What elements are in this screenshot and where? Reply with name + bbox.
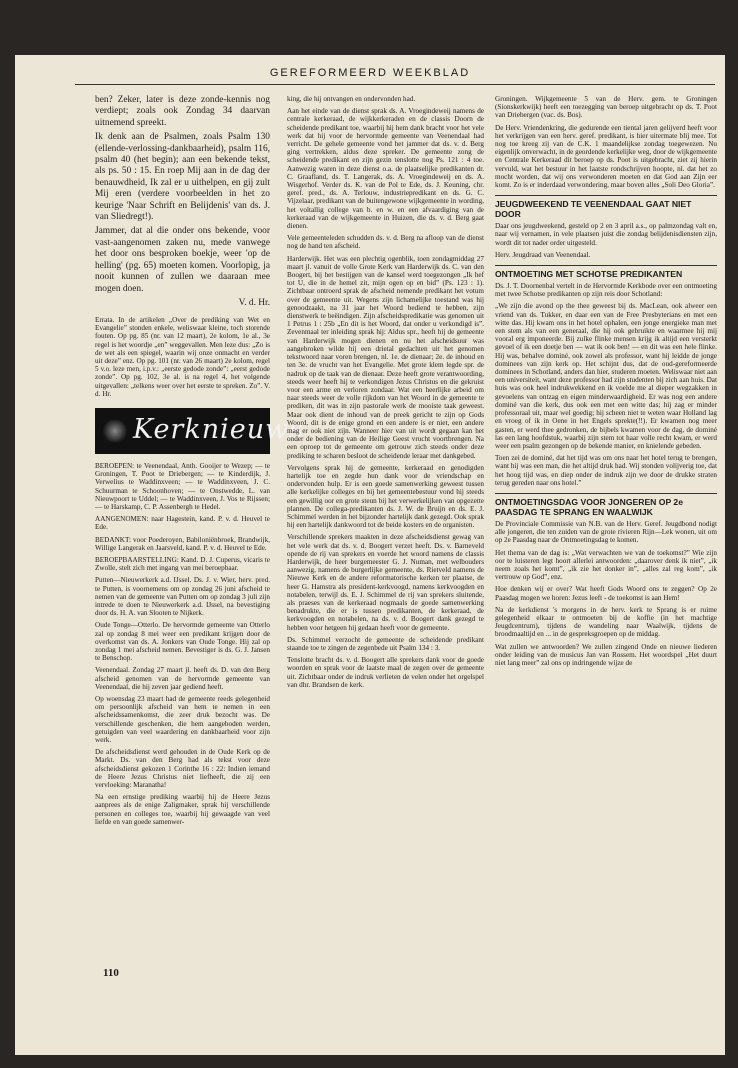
- column-2: [287, 95, 484, 693]
- section-heading: JEUGDWEEKEND TE VEENENDAAL GAAT NIET DOOR: [495, 195, 717, 219]
- news-item: BEROEPBAARSTELLING: Kand. D. J. Cuperus, vicaris te Zwolle, stelt zich met ingang van mei beroepbaar.: [95, 555, 270, 573]
- newspaper-page: [15, 55, 725, 1055]
- article-text: king, die hij ontvangen en ondervonden had.: [287, 95, 416, 103]
- news-item: Veenendaal. Zondag 27 maart jl. heeft ds. D. van den Berg afscheid genomen van de hervormde gemeente van Veenendaal, die hij zeven jaar gediend heeft.: [95, 666, 270, 691]
- signature: V. d. Hr.: [238, 297, 270, 308]
- column-1: [95, 95, 305, 830]
- article-text: Ds. J. T. Doornenbal vertelt in de Hervormde Kerkbode over een ontmoeting met twee Schotse predikanten op zijn reis door Schotland:: [495, 282, 717, 299]
- article-text: De Herv. Vriendenkring, die gedurende een tiental jaren gelijverd heeft voor het verkrijgen van een herv. geref. predikant, is hier uitermate blij mee. Tot nog toe kreeg zij van de C.K. 1 maandelijkse zondag toegewezen. Nu eigenlijk onverwacht, in de geordende kerkelijke weg, door de wijkgemeente en Centrale Kerkeraad dit beroep op ds. Poot is uitgebracht, ziet zij hierin vervuld, wat het bestuur in het laatste rondschrijven hoopte, nl. dat het zo mocht worden, dat wij ons verwonderen moeten en dat God aan Zijn eer komt. Zo is er inderdaad verwondering, maar boven alles „Soli Deo Gloria”.: [495, 123, 717, 190]
- news-item: Na een ernstige prediking waarbij hij de Heere Jezus aanprees als de enige Zaligmaker, sprak hij verschillende personen en colleges toe, waarbij hij gewaagde van veel liefde en van goede samenwer-: [95, 793, 270, 826]
- news-item: BEDANKT: voor Poederoyen, Babiloniënbroek, Brandwijk, Willige Langerak en Jaarsveld, kand. P. v. d. Heuvel te Ede.: [95, 535, 270, 552]
- article-text: Daar ons jeugdweekend, gesteld op 2 en 3 april a.s., op palmzondag valt en, naar wij vernamen, in vele plaatsen juist die zondag belijdenisdiensten zijn, wordt dit tot nader order uitgesteld.: [495, 222, 717, 247]
- news-item: AANGENOMEN: naar Hagestein, kand. P. v. d. Heuvel te Ede.: [95, 515, 270, 532]
- page-header: GEREFORMEERD WEEKBLAD: [269, 67, 471, 79]
- signature: Herv. Jeugdraad van Veenendaal.: [495, 250, 591, 259]
- candle-image: [101, 420, 129, 442]
- news-item: De afscheidsdienst werd gehouden in de Oude Kerk op de Markt. Ds. van den Berg had als tekst voor deze afscheidsdienst gekozen 1 Corinthe 16 : 22: Indien iemand de Heere Jezus Christus niet liefheeft, die zij een vervloeking: Maranatha!: [95, 748, 270, 790]
- news-item: Op woensdag 23 maart had de gemeente reeds gelegenheid om persoonlijk afscheid van hem te nemen in een afscheidssamenkomst, die zeer druk bezocht was. De verschillende geschenken, die hem aangeboden werden, getuigden van veel waardering en dankbaarheid voor zijn werk.: [95, 695, 270, 745]
- news-item: Oude Tonge—Otterlo. De hervormde gemeente van Otterlo zal op zondag 8 mei weer een predikant krijgen door de overkomst van ds. A. Jonkers van Oude Tonge. Hij zal op zondag 1 mei afscheid nemen. Bevestiger is ds. G. J. Jansen te Benschop.: [95, 621, 270, 663]
- article-text: Toen zei de dominé, dat het tijd was om ons naar het hotel terug te brengen, want hij was een man, die het altijd druk had. Wij stonden volijverig toe, dat het hoog tijd was, en diep onder de indruk zijn we door de drukke straten terug gereden naar ons hotel.”: [495, 454, 717, 487]
- article-text: De Provinciale Commissie van N.B. van de Herv. Geref. Jeugdbond nodigt alle jongeren, die ten zuiden van de grote rivieren Rijn—Lek wonen, uit om op 2e Paasdag naar de Ontmoetingsdag te komen.: [495, 519, 717, 545]
- article-text: Na de kerkdienst 's morgens in de herv. kerk te Sprang is er ruime gelegenheid elkaar te ontmoeten bij de koffie (in het machtige Jeugdcentrum), tijdens de wandeling naar Waalwijk, tijdens de broodmaaltijd en ... in de gespreksgroepen op de middag.: [495, 605, 717, 639]
- article-text: Aan het einde van de dienst sprak ds. A. Vroegindeweij namens de centrale kerkeraad, de wijkkerkeraden en de classis Doorn de scheidende predikant toe, waarbij hij hem dank bracht voor het vele werk dat hij voor de hervormde gemeente van Veenendaal had verricht. De gehele gemeente vond het jammer dat ds. v. d. Berg ging vertrekken, aldus deze spreker. De gemeente zong de scheidende predikant en zijn gezin tenslotte nog Ps. 121 : 4 toe. Aanwezig waren in deze dienst o.a. de plaatselijke predikanten dr. C. Graafland, ds. T. Langerak, ds. A. Vroegindeweij en ds. A. Wisgerhof. Verder ds. K. van de Pol te Ede, ds. J. Keuning, chr. geref. pred., ds. A. Terlouw, industriepredikant en ds. G. C. Vijzelaar, predikant van de buitengewone wijkgemeente in wording, het voltallig college van b. en w. en een afvaardiging van de kerkeraad van de wijkgemeente in Huizen, die ds. v. d. Berg gaat dienen.: [287, 107, 484, 231]
- kerknieuws-banner: [95, 408, 305, 454]
- column-3: [495, 95, 717, 671]
- article-text: Groningen. Wijkgemeente 5 van de Herv. gem. te Groningen (Sionskerkwijk) heeft een toezegging van beroep uitgebracht op ds. T. Poot van Driebergen (vac. ds. Bos).: [495, 95, 717, 120]
- errata-text: Errata. In de artikelen „Over de prediking van Wet en Evangelie” stonden enkele, weliswaar kleine, toch storende fouten. Op pg. 85 (nr. van 12 maart), 2e kolom, 1e al., 3e regel is het woordje „en” weggevallen. Men leze dus: „Zo is de wet als een spiegel, waarin wij onze onmacht en verder uit deze” enz. Op pg. 101 (nr. van 26 maart) 2e kolom, regel 5 v.o. leze men, i.p.v.: „eerste gedode zonde”: „eerst gedode zonde”. Op pg. 102, 3e al. is na regel 4, het volgende uitgevallen: „telkens weer over het eerste te spreken. Zo”. V. d. Hr.: [95, 315, 270, 398]
- section-heading: ONTMOETINGSDAG VOOR JONGEREN OP 2e PAASDAG TE SPRANG EN WAALWIJK: [495, 493, 717, 517]
- page-number: 110: [103, 967, 119, 979]
- article-text: Vele gemeenteleden schudden ds. v. d. Berg na afloop van de dienst nog de hand ten afscheid.: [287, 234, 484, 251]
- article-text: Wat zullen we antwoorden? We zullen zingend Onde en nieuwe liederen onder leiding van de musicus Jan van Rossem. Het woordspel „Het duurt niet lang meer” zal ons op indringende wijze de: [495, 642, 717, 667]
- header-rule: [75, 84, 715, 85]
- news-item: Putten—Nieuwerkerk a.d. IJssel. Ds. J. v. Wier, herv. pred. te Putten, is voornemens om op zondag 26 juni afscheid te nemen van de gemeente van Putten om op zondag 3 juli zijn intrede te doen te Nieuwerkerk a.d. IJssel, na bevestiging door ds. H. A. van Slooten te Nijkerk.: [95, 576, 270, 618]
- article-text: Tenslotte bracht ds. v. d. Boogert alle sprekers dank voor de goede woorden en sprak voor de laatste maal de zegen over de gemeente uit. Zichtbaar onder de indruk verlieten de velen onder het orgelspel van dhr. Brandsen de kerk.: [287, 656, 484, 689]
- article-text: ben? Zeker, later is deze zonde-kennis nog verdiept; zoals ook Zondag 34 daarvan uitnemend spreekt.: [95, 95, 270, 128]
- article-text: Hoe denken wij er over? Wat heeft Gods Woord ons te zeggen? Op 2e Paasdag mogen we horen: Jezus leeft - de toekomst is aan Hem!: [495, 585, 717, 602]
- article-text: Vervolgens sprak hij de gemeente, kerkeraad en genodigden hartelijk toe en zegde hun dank voor de vriendschap en ondervonden hulp. Er is een goede samenwerking geweest tussen alle kerkelijke colleges en bij het gemeentebestuur vond hij steeds een gewillig oor en grote steun bij het verwerkelijken van opgezette plannen. De collega-predikanten ds. J. W. de Bruijn en ds. E. J. Schimmel werden in het bijzonder hartelijk dank gezegd. Ook sprak hij een hartelijk dankwoord tot de beide kosters en de organisten.: [287, 463, 484, 530]
- article-text: Het thema van de dag is: „Wat verwachten we van de toekomst?” Wie zijn oor te luisteren legt hoort allerlei antwoorden: „daarover denk ik niet”, „ik neem zoals het komt”, „ik zie het donker in”, „alles zal reg kom”, „ik vertrouw op God”, enz.: [495, 548, 717, 582]
- article-text: Ik denk aan de Psalmen, zoals Psalm 130 (ellende-verlossing-dankbaarheid), psalm 116, psalm 40 (het begin); aan een bekende tekst, als ps. 50 : 15. En roep Mij aan in de dag der benauwdheid, Ik zal er u uithelpen, en gij zult Mij eren (verdere voorbeelden in het zo keurige 'Naar Schrift en Belijdenis' van ds. J. van Sliedregt!).: [95, 132, 270, 223]
- article-text: Jammer, dat al die onder ons bekende, voor vast-aangenomen zaken nu, mede vanwege het door ons besproken boekje, weer 'op de helling' (pg. 65) moeten komen. Voorlopig, ja nooit kunnen of zullen we daaraan mee mogen doen.: [95, 226, 270, 294]
- banner-title: Kerknieuws: [133, 413, 305, 445]
- article-text: Verschillende sprekers maakten in deze afscheidsdienst gewag van het vele werk dat ds. v. d. Boogert verzet heeft. Ds. v. Barneveld opende de rij van sprekers en voerde het woord namens de classis Harderwijk, de heer burgemeester G. J. Numan, met welbouders aanwezig, namens de burgerlijke gemeente, ds. Rietveld namens de Nieuwe Kerk en de andere reformatorische kerken ter plaatse, de heer G. Hamstra als president-kerkvoogd, namens kerkvoogden en notabelen, terwijl ds. E. J. Schimmel de rij van sprekers sluitende, als praeses van de kerkeraad nogmaals de goede samenwerking benadrukte, die er is tussen predikanten, de kerkeraad, de kerkvoogden en notabelen, na ds. v. d. Boogert dank gezegd te hebben voor hetgeen hij gedaan heeft voor de gemeente.: [287, 533, 484, 632]
- article-text: Ds. Schimmel verzocht de gemeente de scheidende predikant staande toe te zingen de zegenbede uit Psalm 134 : 3.: [287, 635, 484, 652]
- section-heading: ONTMOETING MET SCHOTSE PREDIKANTEN: [495, 265, 717, 279]
- article-text: „We zijn die avond op the thee geweest bij ds. MacLean, ook alweer een vriend van ds. Tukker, en daar een van de Free Presbyterians en met een witte das. Hij kwam ons in het hotel ophalen, een jonge energieke man met een stem als van een generaal, die hij ook gebruikte en waarmee hij mij vooral erg imponeerde. Bij zulke flinke mensen krijg ik altijd een versterkt gevoel of ik een doetje ben — wat ik ook ben! — en dit was een hele flinke. Hij was, behalve dominé, ook zowel als professor, want hij leidde de jonge dominees van zijn kerk op. Het schijnt dus, dat de oud-gereformeerde dominees in Schotland, anders dan hier, studeren moeten. Weliswaar niet aan een universiteit, want deze professor had zijn studenten bij zich aan huis. Dat huis was ook heel indrukwekkend en ik voelde me al dieper wegzakken in gevoelens van ontzag en eigen minderwaardigheid. Er was nog een andere dominé van die kerk, dus ook een met een witte das; hij zag er minder professoraal uit, maar wel goedig; hij scheen niet te weten waar Holland lag en vroeg of ik in Oene in het Engels sprekte(!!). Er kwamen nog meer gasten, er werd thee gedronken, de bijbels kwamen voor de dag, de dominé las een lang hoofdstuk, waarbij zijn stem tot haar volle recht kwam, er werd weer een psalm gezongen op de bekende manier, en knielende gebeden.: [495, 302, 717, 450]
- news-item: BEROEPEN: te Veenendaal, Anth. Gooijer te Wezep; — te Groningen, T. Poot te Driebergen; — te Kinderdijk, J. Verwelius te Waddinxveen; — te Waddinxveen, J. C. Schuurman te Schoonhoven; — te Onstwedde, L. van Nieuwpoort te Uddel; — te Waddinxveen, J. Vos te Rijssen; — te Harskamp, C. P. Assenbergh te Hedel.: [95, 461, 270, 511]
- article-text: Harderwijk. Het was een plechtig ogenblik, toen zondagmiddag 27 maart jl. vanuit de volle Grote Kerk van Harderwijk ds. C. van den Boogert, bij het bestijgen van de kansel werd toegezongen „Ik hef tot U, die in de hemel zit, mijn ogen op en bid” (Ps. 123 : 1). Zichtbaar ontroerd sprak de afscheid nemende predikant het votum over de gemeente uit. Wegens zijn lichamelijke toestand was hij genoodzaakt, na 31 jaar het Woord bediend te hebben, zijn dienstwerk te beëindigen. Zijn afscheidspredikatie was genomen uit 1 Petrus 1 : 25b „En dit is het Woord, dat onder u verkondigd is”. Zevenmaal ter inleiding sprak hij: Aldus spr., heeft hij de gemeente van Harderwijk mogen dienen en nu het afscheidsuur was aangebroken wilde hij een drietal gedachten uit het genomen tekstwoord naar voren brengen, nl. 1e. de dienaar; 2e. de inhoud en ten 3e. de vrucht van het Evangelie. Met grote klem legde spr. de nadruk op de taak van de dienaar. Deze heeft grote verantwoording, steeds weer heeft hij te verkondigen Jezus Christus en die gekruist voor een arme en verloren zondaar. Wat een heerlijke arbeid om naar steeds weer de volle rijkdom van het Woord in de gemeente te prediken, dit was in zijn pastorale werk de mooiste taak geweest. Maar ook dient de inhoud van de preek gericht te zijn op Gods Woord, dit is de enige grond en een andere is er niet, een andere mag er ook niet zijn. Wanneer hier van uit wordt gegaan kan het onder de bediening van de Heilige Geest vrucht voortbrengen. Na een oproep tot de gemeente om getrouw zich steeds onder deze prediking te scharen besloot de scheidende leraar met dankgebed.: [287, 254, 484, 460]
